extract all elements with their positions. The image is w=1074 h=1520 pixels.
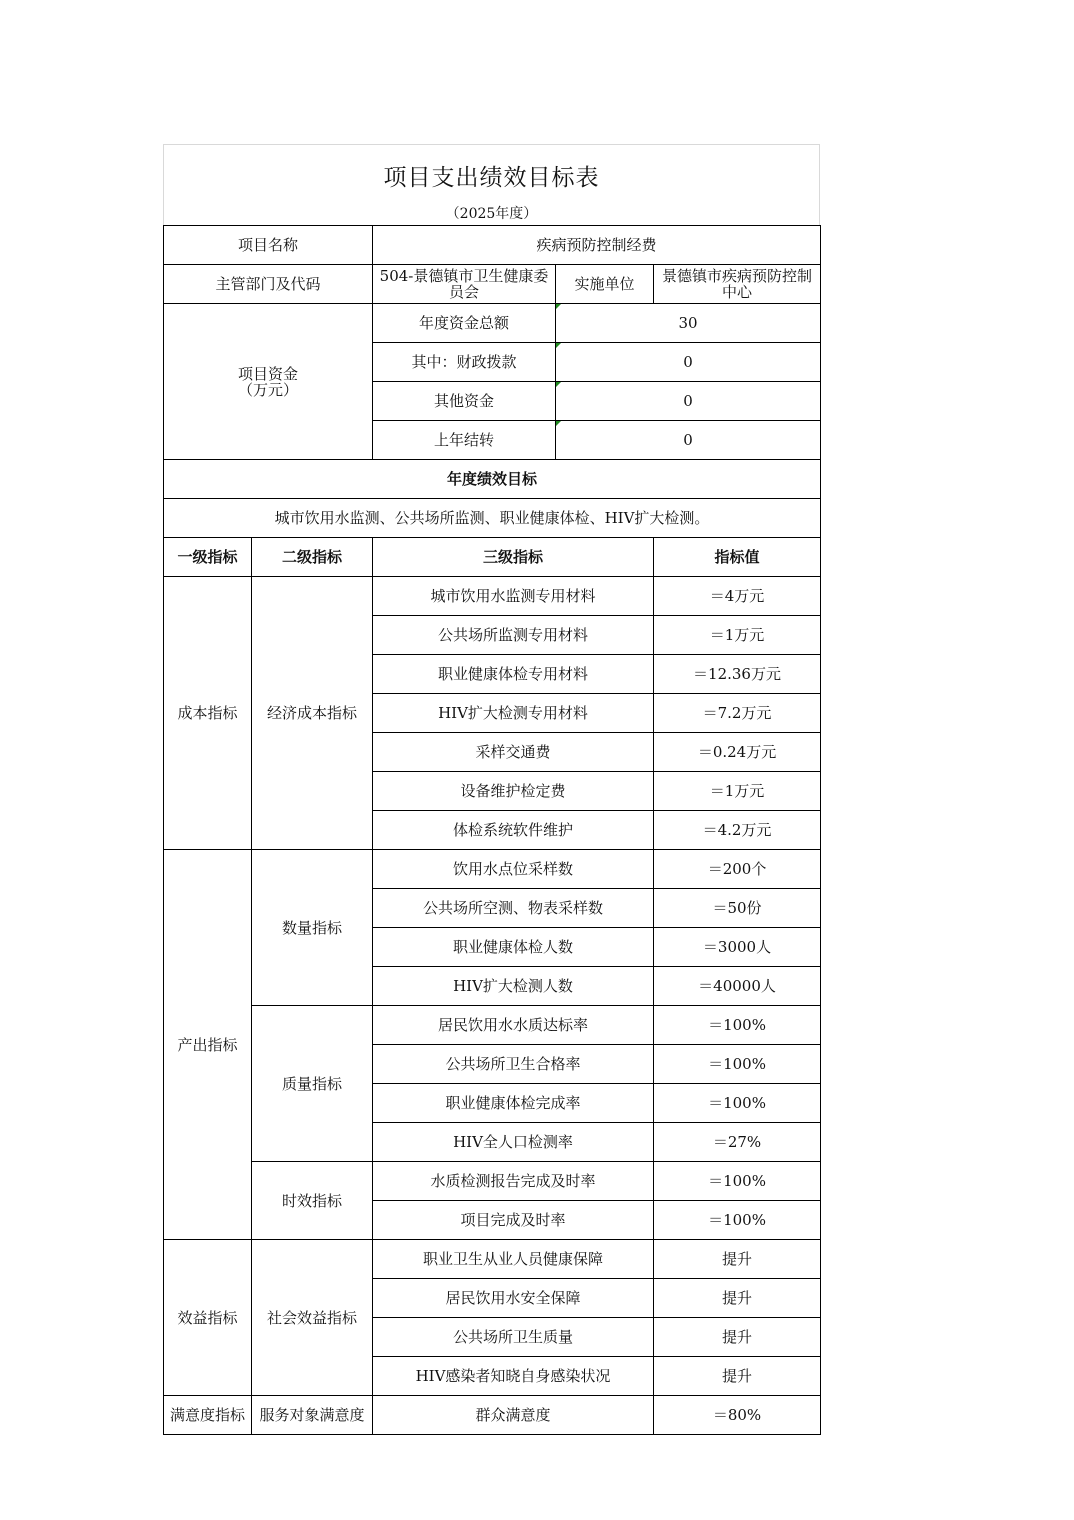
indicator-name: HIV扩大检测专用材料 bbox=[373, 694, 654, 733]
project-name-label: 项目名称 bbox=[164, 226, 373, 265]
indicator-name: 水质检测报告完成及时率 bbox=[373, 1162, 654, 1201]
page-title: 项目支出绩效目标表 bbox=[383, 165, 600, 191]
annual-goal-header-row bbox=[164, 460, 821, 499]
level2-header: 二级指标 bbox=[252, 538, 373, 577]
indicator-value: 提升 bbox=[654, 1279, 821, 1318]
indicator-value: ＝12.36万元 bbox=[654, 655, 821, 694]
annual-goal-text: 城市饮用水监测、公共场所监测、职业健康体检、HIV扩大检测。 bbox=[164, 499, 821, 538]
indicator-value: ＝1万元 bbox=[654, 616, 821, 655]
level1-output: 产出指标 bbox=[164, 850, 252, 1240]
indicator-header-row bbox=[164, 538, 821, 577]
level2-timeliness: 时效指标 bbox=[252, 1162, 373, 1240]
department-row bbox=[164, 265, 821, 304]
indicator-name: 采样交通费 bbox=[373, 733, 654, 772]
indicator-value: 提升 bbox=[654, 1318, 821, 1357]
indicator-row bbox=[164, 1396, 821, 1435]
indicator-name: 群众满意度 bbox=[373, 1396, 654, 1435]
indicator-value: ＝27% bbox=[654, 1123, 821, 1162]
indicator-value: 提升 bbox=[654, 1240, 821, 1279]
indicator-row bbox=[164, 1162, 821, 1201]
level1-cost: 成本指标 bbox=[164, 577, 252, 850]
level2-quantity: 数量指标 bbox=[252, 850, 373, 1006]
indicator-name: 职业卫生从业人员健康保障 bbox=[373, 1240, 654, 1279]
year-subtitle: （2025年度） bbox=[445, 206, 538, 222]
fund-value: 0 bbox=[556, 421, 821, 460]
title-block bbox=[163, 144, 820, 225]
indicator-value: ＝50份 bbox=[654, 889, 821, 928]
indicator-value: ＝100% bbox=[654, 1006, 821, 1045]
project-name-row bbox=[164, 226, 821, 265]
indicator-value: ＝100% bbox=[654, 1162, 821, 1201]
level1-benefit: 效益指标 bbox=[164, 1240, 252, 1396]
fund-value: 0 bbox=[556, 382, 821, 421]
fund-label: 其他资金 bbox=[373, 382, 556, 421]
indicator-name: 公共场所卫生质量 bbox=[373, 1318, 654, 1357]
value-header: 指标值 bbox=[654, 538, 821, 577]
annual-goal-row bbox=[164, 499, 821, 538]
level2-econ-cost: 经济成本指标 bbox=[252, 577, 373, 850]
indicator-name: 公共场所卫生合格率 bbox=[373, 1045, 654, 1084]
indicator-name: 公共场所监测专用材料 bbox=[373, 616, 654, 655]
indicator-name: 居民饮用水安全保障 bbox=[373, 1279, 654, 1318]
level2-quality: 质量指标 bbox=[252, 1006, 373, 1162]
indicator-value: ＝0.24万元 bbox=[654, 733, 821, 772]
indicator-name: 体检系统软件维护 bbox=[373, 811, 654, 850]
indicator-value: ＝80% bbox=[654, 1396, 821, 1435]
indicator-name: 公共场所空测、物表采样数 bbox=[373, 889, 654, 928]
indicator-name: 设备维护检定费 bbox=[373, 772, 654, 811]
level3-header: 三级指标 bbox=[373, 538, 654, 577]
indicator-value: 提升 bbox=[654, 1357, 821, 1396]
indicator-value: ＝200个 bbox=[654, 850, 821, 889]
performance-target-sheet bbox=[163, 144, 820, 1435]
indicator-value: ＝1万元 bbox=[654, 772, 821, 811]
fund-label: 上年结转 bbox=[373, 421, 556, 460]
indicator-row bbox=[164, 577, 821, 616]
indicator-name: HIV感染者知晓自身感染状况 bbox=[373, 1357, 654, 1396]
indicator-value: ＝100% bbox=[654, 1045, 821, 1084]
department-value: 504-景德镇市卫生健康委员会 bbox=[373, 265, 556, 304]
level1-header: 一级指标 bbox=[164, 538, 252, 577]
indicator-name: 城市饮用水监测专用材料 bbox=[373, 577, 654, 616]
indicator-value: ＝100% bbox=[654, 1084, 821, 1123]
indicator-name: 职业健康体检专用材料 bbox=[373, 655, 654, 694]
funds-row bbox=[164, 304, 821, 343]
indicator-name: 项目完成及时率 bbox=[373, 1201, 654, 1240]
implementing-unit-label: 实施单位 bbox=[556, 265, 654, 304]
target-table bbox=[163, 225, 821, 1435]
indicator-row bbox=[164, 850, 821, 889]
indicator-name: 职业健康体检人数 bbox=[373, 928, 654, 967]
level1-satisfaction: 满意度指标 bbox=[164, 1396, 252, 1435]
fund-value: 30 bbox=[556, 304, 821, 343]
indicator-value: ＝7.2万元 bbox=[654, 694, 821, 733]
indicator-name: 职业健康体检完成率 bbox=[373, 1084, 654, 1123]
indicator-value: ＝3000人 bbox=[654, 928, 821, 967]
project-name-value: 疾病预防控制经费 bbox=[373, 226, 821, 265]
level2-social: 社会效益指标 bbox=[252, 1240, 373, 1396]
fund-value: 0 bbox=[556, 343, 821, 382]
indicator-row bbox=[164, 1240, 821, 1279]
annual-goal-label: 年度绩效目标 bbox=[164, 460, 821, 499]
indicator-value: ＝100% bbox=[654, 1201, 821, 1240]
indicator-name: HIV全人口检测率 bbox=[373, 1123, 654, 1162]
funds-label: 项目资金 （万元） bbox=[164, 304, 373, 460]
fund-label: 其中：财政拨款 bbox=[373, 343, 556, 382]
department-label: 主管部门及代码 bbox=[164, 265, 373, 304]
level2-service: 服务对象满意度 bbox=[252, 1396, 373, 1435]
indicator-value: ＝4万元 bbox=[654, 577, 821, 616]
indicator-value: ＝4.2万元 bbox=[654, 811, 821, 850]
implementing-unit-value: 景德镇市疾病预防控制中心 bbox=[654, 265, 821, 304]
fund-label: 年度资金总额 bbox=[373, 304, 556, 343]
indicator-value: ＝40000人 bbox=[654, 967, 821, 1006]
indicator-row bbox=[164, 1006, 821, 1045]
indicator-name: 居民饮用水水质达标率 bbox=[373, 1006, 654, 1045]
indicator-name: 饮用水点位采样数 bbox=[373, 850, 654, 889]
indicator-name: HIV扩大检测人数 bbox=[373, 967, 654, 1006]
